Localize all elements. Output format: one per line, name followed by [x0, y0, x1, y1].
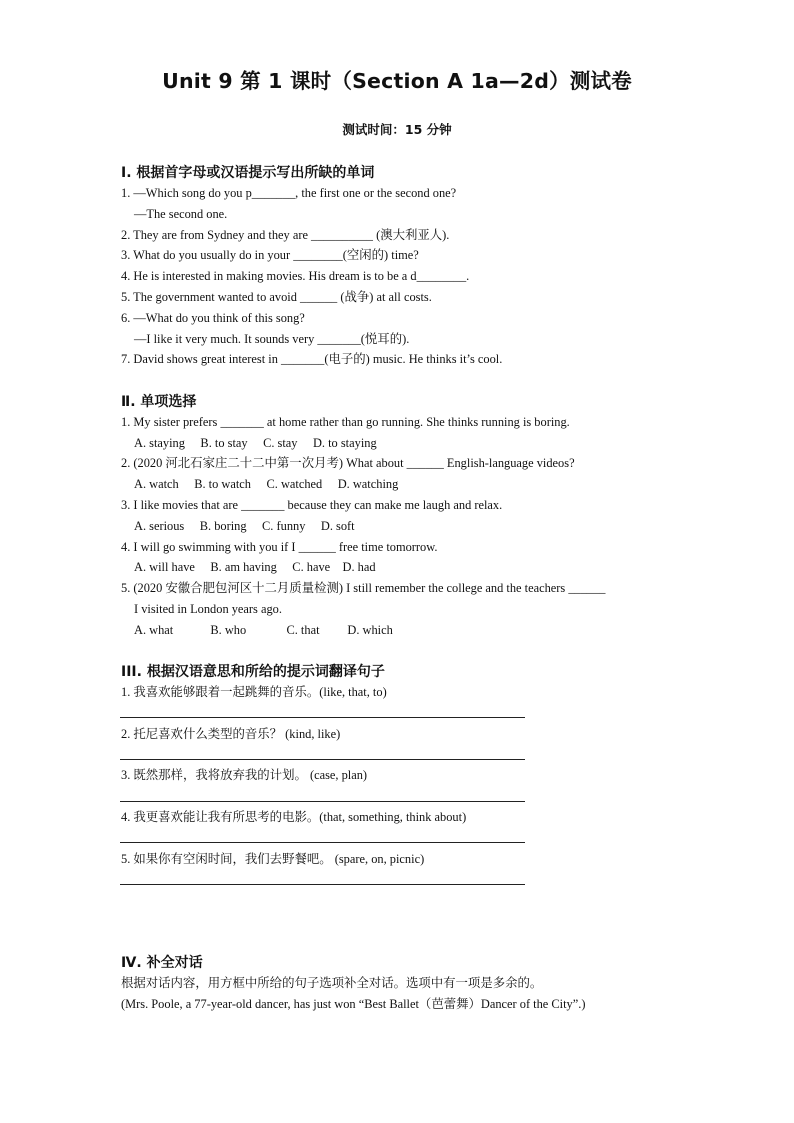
part2-question-1-options: A. staying B. to stay C. stay D. to staying	[134, 436, 377, 450]
answer-line	[120, 759, 525, 760]
answer-line	[120, 801, 525, 802]
part2-question-5-continued: I visited in London years ago.	[134, 602, 282, 616]
part3-question-3: 3. 既然那样，我将放弃我的计划。 (case, plan)	[121, 768, 368, 782]
answer-line	[120, 842, 525, 843]
section-3-heading: III. 根据汉语意思和所给的提示词翻译句子	[121, 664, 385, 680]
page-title: Unit 9 第 1 课时（Section A 1a—2d）测试卷	[162, 69, 632, 93]
part3-question-4: 4. 我更喜欢能让我有所思考的电影。(that, something, think about)	[121, 810, 467, 824]
part2-question-2: 2. (2020 河北石家庄二十二中第一次月考) What about ______ English-language videos?	[121, 456, 575, 470]
part3-question-1: 1. 我喜欢能够跟着一起跳舞的音乐。(like, that, to)	[121, 685, 387, 699]
part1-question-1: 1. —Which song do you p_______, the first one or the second one?	[121, 186, 457, 200]
part2-question-3-options: A. serious B. boring C. funny D. soft	[134, 519, 355, 533]
answer-line	[120, 717, 525, 718]
part2-question-2-options: A. watch B. to watch C. watched D. watching	[134, 477, 399, 491]
part1-question-4: 4. He is interested in making movies. His dream is to be a d________.	[121, 269, 470, 283]
part1-question-2: 2. They are from Sydney and they are __________ (澳大利亚人).	[121, 228, 450, 242]
part2-question-5: 5. (2020 安徽合肥包河区十二月质量检测) I still remember the college and the teachers ______	[121, 581, 606, 595]
part2-question-4: 4. I will go swimming with you if I ______ free time tomorrow.	[121, 540, 438, 554]
part1-question-5: 5. The government wanted to avoid ______ (战争) at all costs.	[121, 290, 432, 304]
part4-context: (Mrs. Poole, a 77-year-old dancer, has just won “Best Ballet（芭蕾舞）Dancer of the City”.)	[121, 997, 586, 1011]
part2-question-1: 1. My sister prefers _______ at home rather than go running. She thinks running is boring.	[121, 415, 570, 429]
part3-question-2: 2. 托尼喜欢什么类型的音乐？ (kind, like)	[121, 727, 341, 741]
part1-question-3: 3. What do you usually do in your ________(空闲的) time?	[121, 248, 419, 262]
part4-instruction: 根据对话内容，用方框中所给的句子选项补全对话。选项中有一项是多余的。	[121, 976, 543, 990]
part3-question-5: 5. 如果你有空闲时间，我们去野餐吧。 (spare, on, picnic)	[121, 852, 425, 866]
test-time: 测试时间：15 分钟	[342, 122, 452, 137]
section-4-heading: Ⅳ. 补全对话	[121, 955, 203, 971]
part1-question-6-answer: —I like it very much. It sounds very _______(悦耳的).	[134, 332, 410, 346]
part2-question-5-options: A. what B. who C. that D. which	[134, 623, 393, 637]
part2-question-4-options: A. will have B. am having C. have D. had	[134, 560, 376, 574]
part1-question-7: 7. David shows great interest in _______(电子的) music. He thinks it’s cool.	[121, 352, 503, 366]
part1-question-1-answer: —The second one.	[134, 207, 228, 221]
section-2-heading: Ⅱ. 单项选择	[121, 394, 197, 410]
section-1-heading: Ⅰ. 根据首字母或汉语提示写出所缺的单词	[121, 165, 375, 181]
part1-question-6: 6. —What do you think of this song?	[121, 311, 305, 325]
answer-line	[120, 884, 525, 885]
part2-question-3: 3. I like movies that are _______ because they can make me laugh and relax.	[121, 498, 503, 512]
